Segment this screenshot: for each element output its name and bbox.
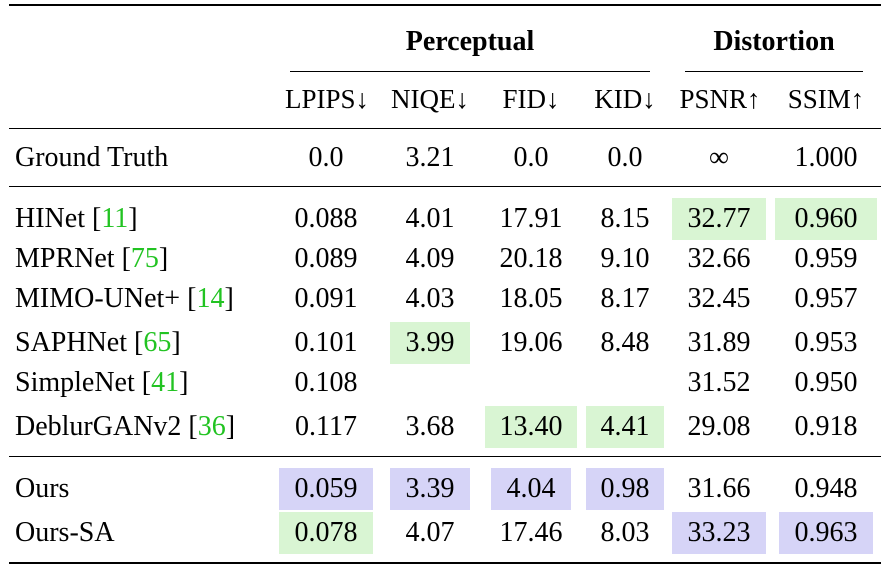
cell-fid: 19.06 — [499, 327, 563, 358]
cell-kid — [586, 366, 664, 400]
citation-ref[interactable]: 65 — [143, 327, 172, 358]
cell-niqe: 3.68 — [405, 411, 455, 442]
cell-niqe: 3.21 — [405, 142, 455, 173]
citation-ref[interactable]: 75 — [130, 243, 159, 274]
cell-kid: 8.48 — [600, 327, 650, 358]
cell-psnr: 29.08 — [687, 411, 751, 442]
cell-ssim: 0.960 — [775, 198, 877, 240]
group-perceptual: Perceptual — [405, 26, 535, 57]
cell-psnr: 33.23 — [672, 512, 766, 554]
gt-rule — [9, 186, 881, 187]
cell-niqe: 4.01 — [405, 203, 455, 234]
cell-ssim: 0.948 — [794, 473, 858, 504]
cell-niqe — [390, 366, 470, 400]
cell-psnr: ∞ — [709, 142, 729, 173]
cell-kid: 8.17 — [600, 283, 650, 314]
cell-ssim: 0.953 — [794, 327, 858, 358]
cell-lpips: 0.089 — [294, 243, 358, 274]
header-rule — [9, 128, 881, 129]
cell-ssim: 1.000 — [794, 142, 858, 173]
cell-psnr: 32.45 — [687, 283, 751, 314]
cell-ssim: 0.950 — [794, 367, 858, 398]
citation-ref[interactable]: 11 — [101, 203, 129, 234]
header-psnr: PSNR↑ — [679, 84, 761, 114]
cell-ssim: 0.959 — [794, 243, 858, 274]
row-name: MIMO-UNet+ [14] — [15, 283, 234, 314]
cell-niqe: 4.09 — [405, 243, 455, 274]
cell-niqe: 4.03 — [405, 283, 455, 314]
header-ssim: SSIM↑ — [787, 84, 865, 114]
row-name: Ground Truth — [15, 142, 169, 173]
row-name: Ours-SA — [15, 517, 115, 548]
cell-lpips: 0.108 — [294, 367, 358, 398]
cell-ssim: 0.918 — [794, 411, 858, 442]
row-name: SimpleNet [41] — [15, 367, 189, 398]
cell-psnr: 32.66 — [687, 243, 751, 274]
cell-lpips: 0.078 — [279, 512, 373, 554]
cell-ssim: 0.963 — [779, 512, 873, 554]
header-fid: FID↓ — [502, 84, 560, 114]
cell-psnr: 31.52 — [687, 367, 751, 398]
cell-fid: 17.46 — [499, 517, 563, 548]
cell-fid: 0.0 — [513, 142, 549, 173]
cell-lpips: 0.101 — [294, 327, 358, 358]
cell-kid: 0.98 — [586, 468, 664, 510]
citation-ref[interactable]: 36 — [197, 411, 226, 442]
header-niqe: NIQE↓ — [391, 84, 469, 114]
citation-ref[interactable]: 14 — [196, 283, 225, 314]
row-name: DeblurGANv2 [36] — [15, 411, 236, 442]
bottom-rule — [9, 562, 881, 564]
cell-psnr: 32.77 — [672, 198, 766, 240]
cell-niqe: 4.07 — [405, 517, 455, 548]
citation-ref[interactable]: 41 — [151, 367, 180, 398]
cell-niqe: 3.39 — [390, 468, 470, 510]
cell-niqe: 3.99 — [390, 322, 470, 364]
cell-lpips: 0.091 — [294, 283, 358, 314]
header-kid: KID↓ — [594, 84, 656, 114]
ours-rule — [9, 456, 881, 457]
cell-psnr: 31.66 — [687, 473, 751, 504]
cell-fid — [487, 366, 575, 400]
cell-kid: 8.15 — [600, 203, 650, 234]
distortion-group-rule — [685, 71, 863, 72]
cell-fid: 13.40 — [485, 406, 577, 448]
cell-kid: 4.41 — [586, 406, 664, 448]
row-name: Ours — [15, 473, 70, 504]
row-name: SAPHNet [65] — [15, 327, 181, 358]
cell-lpips: 0.117 — [295, 411, 357, 442]
cell-fid: 18.05 — [499, 283, 563, 314]
group-distortion: Distortion — [713, 26, 835, 57]
cell-kid: 9.10 — [600, 243, 650, 274]
cell-fid: 20.18 — [499, 243, 563, 274]
row-name: HINet [11] — [15, 203, 138, 234]
cell-lpips: 0.0 — [308, 142, 344, 173]
cell-ssim: 0.957 — [794, 283, 858, 314]
header-lpips: LPIPS↓ — [284, 84, 370, 114]
cell-kid: 0.0 — [607, 142, 643, 173]
row-name: MPRNet [75] — [15, 243, 169, 274]
cell-psnr: 31.89 — [687, 327, 751, 358]
perceptual-group-rule — [290, 71, 650, 72]
cell-kid: 8.03 — [600, 517, 650, 548]
cell-fid: 17.91 — [499, 203, 563, 234]
cell-fid: 4.04 — [491, 468, 571, 510]
cell-lpips: 0.059 — [279, 468, 373, 510]
cell-lpips: 0.088 — [294, 203, 358, 234]
top-rule — [9, 4, 881, 6]
